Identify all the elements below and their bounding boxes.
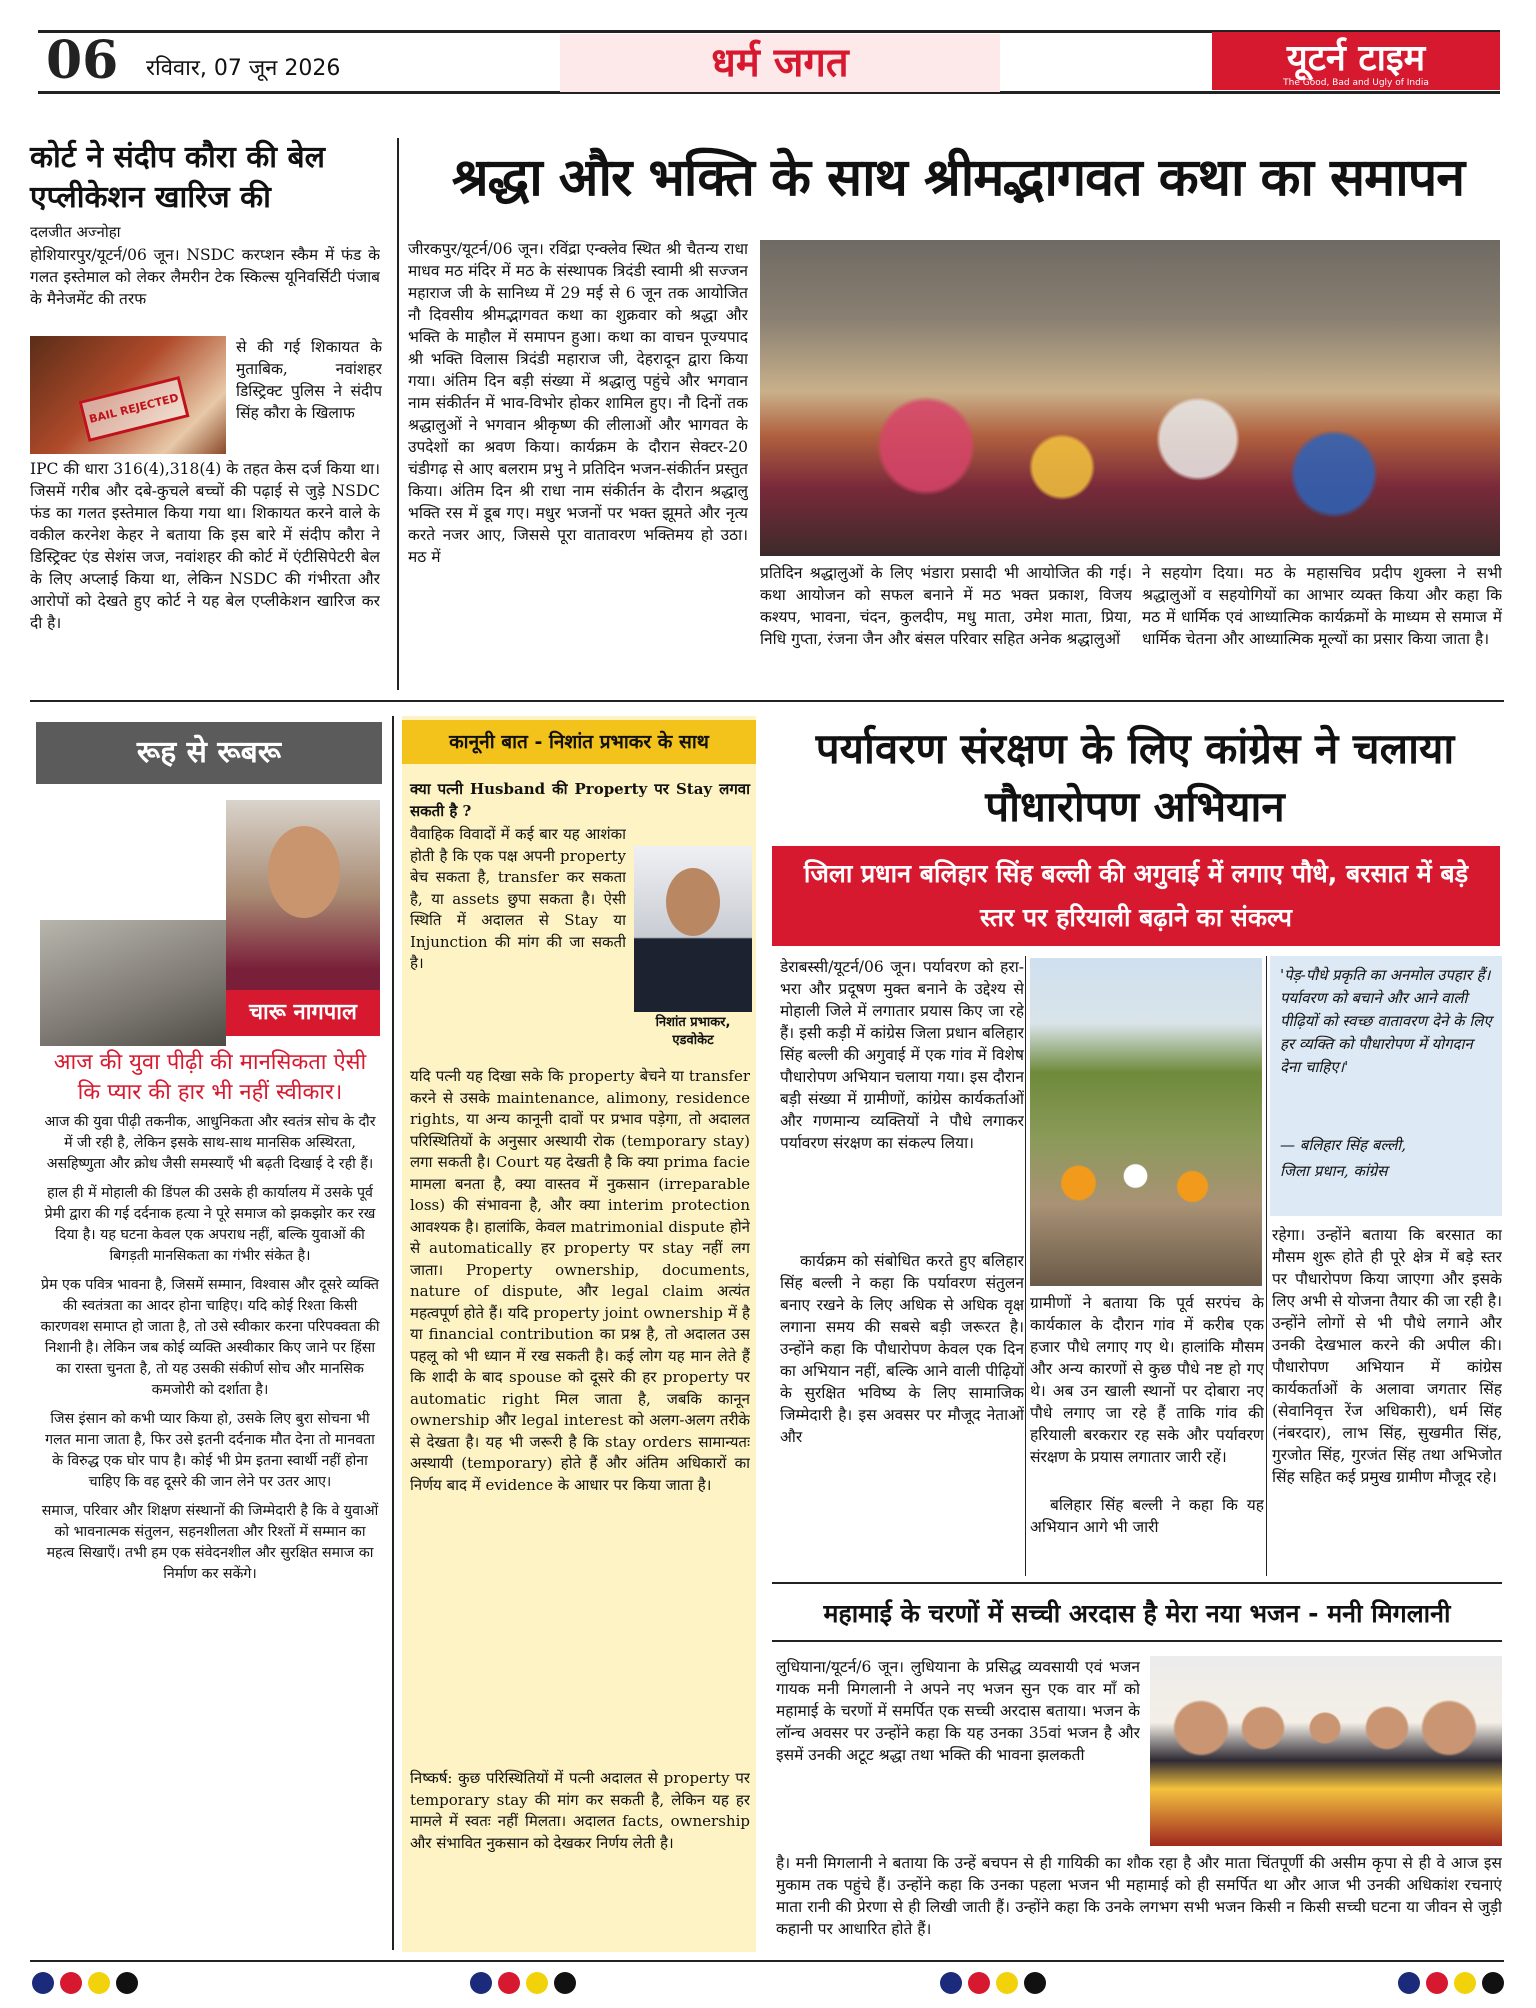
bail-rejected-stamp: BAIL REJECTED [78,376,189,442]
column-divider [392,716,394,1950]
advocate-caption: निशांत प्रभाकर, एडवोकेट [655,1015,731,1048]
story3-headline: आज की युवा पीढ़ी की मानसिकता ऐसी कि प्यार की हार भी नहीं स्वीकार। [53,1050,367,1105]
story3-paragraph: आज की युवा पीढ़ी तकनीक, आधुनिकता और स्वतंत्र सोच के दौर में जी रही है, लेकिन इसके साथ-साथ मानसिक अस्थिरता, असहिष्णुता और क्रोध जैसी समस्याएँ भी बढ़ती दिखाई दे रही हैं। [44,1114,376,1172]
story4-conclusion: निष्कर्ष: कुछ परिस्थितियों में पत्नी अदालत से property पर temporary stay की मांग कर सकती है, लेकिन यह हर मामले में स्वतः नहीं मिलता। अदालत facts, ownership और संभावित नुकसान को देखकर निर्णय लेती है। [410,1769,750,1852]
pullquote-role: जिला प्रधान, कांग्रेस [1280,1162,1388,1180]
story2-col2: प्रतिदिन श्रद्धालुओं के लिए भंडारा प्रसादी भी आयोजित की गई। कथा आयोजन को सफल बनाने में मठ भक्त प्रकाश, विजय कश्यप, भावना, चंदन, कुलदीप, मधु माता, उमेश माता, प्रिया, निधि गुप्ता, रंजना जैन और बंसल परिवार सहित अनेक श्रद्धालुओं [760,564,1132,648]
story3-body [40,1112,380,1942]
column-title-legal: कानूनी बात - निशांत प्रभाकर के साथ [402,720,756,764]
pullquote-author: — बलिहार सिंह बल्ली, [1280,1136,1407,1154]
page-number: 06 [46,30,119,91]
story1-text-top: होशियारपुर/यूटर्न/06 जून। NSDC करप्शन स्कैम में फंड के गलत इस्तेमाल को लेकर लैमरीन टेक स्किल्स यूनिवर्सिटी पंजाब के मैनेजमेंट की तरफ [30,246,380,308]
footer-rule [30,1960,1504,1962]
issue-date: रविवार, 07 जून 2026 [146,56,341,81]
victim-photo [40,920,226,1046]
people-shapes [1050,1148,1240,1218]
story6-text-bottom: है। मनी मिगलानी ने बताया कि उन्हें बचपन से ही गायिकी का शौक रहा है और माता चिंतपूर्णी की असीम कृपा से ही वे आज इस मुकाम तक पहुंचे हैं। उन्होंने कहा कि उनका पहला भजन भी महामाई को ही समर्पित था और आज भी उनकी अधिकांश रचनाएं माता रानी की प्रेरणा से ही लिखी जाती हैं। उन्होंने कहा कि उनके लगभग सभी भजन किसी न किसी सच्ची घटना या जीवन से जुड़ी कहानी पर आधारित होते हैं। [776,1854,1502,1938]
story2-col3: ने सहयोग दिया। मठ के महासचिव प्रदीप शुक्ला ने सभी श्रद्धालुओं व सहयोगियों का आभार व्यक्त किया और कहा कि मठ में धार्मिक एवं आध्यात्मिक कार्यक्रमों के माध्यम से समाज में धार्मिक चेतना और आध्यात्मिक मूल्यों का प्रसार किया जाता है। [1142,564,1502,648]
story6-rule-bottom [772,1640,1502,1642]
color-dot [498,1972,520,1994]
color-dot [60,1972,82,1994]
footer-color-dots-right [1398,1972,1504,1994]
horizontal-divider [30,700,1504,702]
story5-subhead: जिला प्रधान बलिहार सिंह बल्ली की अगुवाई में लगाए पौधे, बरसात में बड़े स्तर पर हरियाली बढ़ाने का संकल्प [772,846,1500,946]
pullquote-text: 'पेड़-पौधे प्रकृति का अनमोल उपहार हैं। पर्यावरण को बचाने और आने वाली पीढ़ियों को स्वच्छ वातावरण देने के लिए हर व्यक्ति को पौधारोपण में योगदान देना चाहिए।' [1280,966,1492,1076]
people-shapes [1170,1696,1480,1776]
advocate-face [666,868,720,936]
gavel-photo [30,336,226,454]
logo-text: यूटर्न टाइम [1286,38,1426,79]
color-dot [1426,1972,1448,1994]
story3-paragraph: प्रेम एक पवित्र भावना है, जिसमें सम्मान, विश्वास और दूसरे व्यक्ति की स्वतंत्रता का आदर होना चाहिए। यदि कोई रिश्ता किसी कारणवश समाप्त हो जाता है, तो उसे स्वीकार करना परिपक्वता की निशानी है। लेकिन जब कोई व्यक्ति अस्वीकार किए जाने पर हिंसा का रास्ता चुनता है, तो यह उसकी संकीर्ण सोच और मानसिक कमजोरी को दर्शाता है। [40,1277,380,1398]
column-divider [1266,956,1267,1576]
color-dot [940,1972,962,1994]
quote-box [1270,956,1502,1216]
story6-text-top: लुधियाना/यूटर्न/6 जून। लुधियाना के प्रसिद्ध व्यवसायी एवं भजन गायक मनी मिगलानी ने अपने नए भजन सुन एक वार माँ को महामाई के चरणों में समर्पित एक सच्ची अरदास बताया। भजन के लॉन्च अवसर पर उन्होंने कहा कि यह उनका 35वां भजन है और इसमें उनकी अटूट श्रद्धा तथा भक्ति की भावना झलकती [776,1658,1140,1764]
story3-paragraph: समाज, परिवार और शिक्षण संस्थानों की जिम्मेदारी है कि वे युवाओं को भावनात्मक संतुलन, सहनशीलता और रिश्तों में सम्मान का महत्व सिखाएँ। तभी हम एक संवेदनशील और सुरक्षित समाज का निर्माण कर सकेंगे। [41,1503,379,1582]
story1-text-bottom: IPC की धारा 316(4),318(4) के तहत केस दर्ज किया था। जिसमें गरीब और दबे-कुचले बच्चों की पढ़ाई से जुड़े NSDC फंड का गलत इस्तेमाल किया गया था। शिकायत करने वाले के वकील करनेश केहर ने बताया कि इस बारे में संदीप कौरा ने डिस्ट्रिक्ट एंड सेशंस जज, नवांशहर की कोर्ट में एंटीसिपेटरी बेल के लिए अप्लाई किया था, लेकिन NSDC की गंभीरता और आरोपों को देखते हुए कोर्ट ने यह बेल एप्लीकेशन खारिज कर दी है। [30,460,380,632]
story5-col1b: कार्यक्रम को संबोधित करते हुए बलिहार सिंह बल्ली ने कहा कि पर्यावरण संतुलन बनाए रखने के लिए अधिक से अधिक वृक्ष लगाना समय की सबसे बड़ी जरूरत है। उन्होंने कहा कि पौधारोपण केवल एक दिन का अभियान नहीं, बल्कि आने वाली पीढ़ियों के सुरक्षित भविष्य के लिए सामाजिक जिम्मेदारी है। इस अवसर पर मौजूद नेताओं और [780,1252,1024,1446]
color-dot [1024,1972,1046,1994]
story3-paragraph: हाल ही में मोहाली की डिंपल की उसके ही कार्यालय में उसके पूर्व प्रेमी द्वारा की गई दर्दनाक हत्या ने पूरे समाज को झकझोर कर रख दिया है। यह घटना केवल एक अपराध नहीं, बल्कि युवाओं की बिगड़ती मानसिकता का गंभीर संकेत है। [44,1185,376,1264]
bhajan-launch-photo [1150,1656,1502,1846]
column-title-rooh: रूह से रूबरू [36,722,382,784]
color-dot [526,1972,548,1994]
color-dot [32,1972,54,1994]
story5-col3: रहेगा। उन्होंने बताया कि बरसात का मौसम शुरू होते ही पूरे क्षेत्र में बड़े स्तर पर पौधारोपण किया जाएगा और इसके लिए अभी से योजना तैयार की जा रही है। उन्होंने लोगों से भी पौधे लगाने और उनकी देखभाल करने की अपील की। पौधारोपण अभियान में कांग्रेस कार्यकर्ताओं के अलावा जगतार सिंह (सेवानिवृत्त रेंज अधिकारी), धर्म सिंह (नंबरदार), लाभ सिंह, सुखमीत सिंह, गुरजोत सिंह, गुरजंत सिंह तथा अभिजोत सिंह सहित कई प्रमुख ग्रामीण मौजूद रहे। [1272,1226,1502,1486]
story5-col1: डेराबस्सी/यूटर्न/06 जून। पर्यावरण को हरा-भरा और प्रदूषण मुक्त बनाने के उद्देश्य से मोहाली जिले में लगातार प्रयास किए जा रहे हैं। इसी कड़ी में कांग्रेस जिला प्रधान बलिहार सिंह बल्ली की अगुवाई में एक गांव में विशेष पौधारोपण अभियान चलाया गया। इस दौरान बड़ी संख्या में ग्रामीणों, कांग्रेस कार्यकर्ताओं और गणमान्य व्यक्तियों ने पौधे लगाकर पर्यावरण संरक्षण का संकल्प लिया। [780,958,1024,1152]
story5-headline: पर्यावरण संरक्षण के लिए कांग्रेस ने चलाया पौधारोपण अभियान [815,724,1455,831]
katha-photo [760,240,1500,556]
color-dot [1454,1972,1476,1994]
crowd-shapes [790,390,1470,530]
story6-rule-top [772,1582,1502,1584]
color-dot [968,1972,990,1994]
story1-byline: दलजीत अज्नोहा [30,223,121,241]
logo-tagline: The Good, Bad and Ugly of India [1283,78,1429,88]
story1-headline: कोर्ट ने संदीप कौरा की बेल एप्लीकेशन खारिज की [30,140,325,215]
footer-color-dots-left [32,1972,138,1994]
color-dot [1482,1972,1504,1994]
color-dot [554,1972,576,1994]
story1-text-side: से की गई शिकायत के मुताबिक, नवांशहर डिस्ट्रिक्ट पुलिस ने संदीप सिंह कौरा के खिलाफ [236,338,382,422]
story3-paragraph: जिस इंसान को कभी प्यार किया हो, उसके लिए बुरा सोचना भी गलत माना जाता है, फिर उसे इतनी दर्दनाक मौत देना तो मानवता के विरुद्ध एक घोर पाप है। कोई भी प्रेम इतना स्वार्थी नहीं होना चाहिए कि वह दूसरे की जान लेने पर उतर आए। [45,1411,375,1490]
color-dot [116,1972,138,1994]
column-divider [1025,956,1026,1576]
color-dot [996,1972,1018,1994]
story5-col2b: बलिहार सिंह बल्ली ने कहा कि यह अभियान आगे भी जारी [1030,1496,1264,1536]
color-dot [1398,1972,1420,1994]
color-dot [470,1972,492,1994]
author-label: चारू नागपाल [226,990,380,1036]
section-title: धर्म जगत [560,34,1000,92]
plantation-photo [1030,958,1262,1286]
story6-headline: महामाई के चरणों में सच्ची अरदास है मेरा नया भजन - मनी मिगलानी [823,1599,1451,1628]
footer-color-dots-center [470,1972,576,1994]
story2-col1: जीरकपुर/यूटर्न/06 जून। रविंद्रा एन्क्लेव स्थित श्री चैतन्य राधा माधव मठ मंदिर में मठ के संस्थापक त्रिदंडी स्वामी श्री सज्जन महाराज जी के सानिध्य में 29 मई से 6 जून तक आयोजित नौ दिवसीय श्रीमद्भागवत कथा का शुक्रवार को श्रद्धा और भक्ति के माहौल में समापन हुआ। कथा का वाचन पूज्यपाद श्री भक्ति विलास त्रिदंडी महाराज जी, देहरादून द्वारा किया गया। अंतिम दिन बड़ी संख्या में श्रद्धालु पहुंचे और भगवान नाम संकीर्तन में भाव-विभोर होकर शामिल हुए। नौ दिनों तक श्रद्धालुओं ने भगवान श्रीकृष्ण की लीलाओं और भागवत के उपदेशों का श्रवण किया। कार्यक्रम के दौरान सेक्टर-20 चंडीगढ़ से आए बलराम प्रभु ने प्रतिदिन भजन-संकीर्तन प्रस्तुत किया। अंतिम दिन श्री राधा नाम संकीर्तन के दौरान श्रद्धालु भक्ति रस में डूब गए। मधुर भजनों पर भक्त झूमते और नृत्य करते नजर आए, जिससे पूरा वातावरण भक्तिमय हो उठा। मठ में [408,240,748,566]
story5-col2: ग्रामीणों ने बताया कि पूर्व सरपंच के कार्यकाल के दौरान गांव में करीब एक हजार पौधे लगाए गए थे। हालांकि मौसम और अन्य कारणों से कुछ पौधे नष्ट हो गए थे। अब उन खाली स्थानों पर दोबारा नए पौधे लगाए जा रहे हैं ताकि गांव की हरियाली बरकरार रह सके और पर्यावरण संरक्षण के प्रयास लगातार जारी रहें। [1030,1294,1264,1466]
author-face [268,826,340,918]
newspaper-logo[interactable] [1212,32,1500,90]
story4-question: क्या पत्नी Husband की Property पर Stay लगवा सकती है ? [410,780,750,820]
footer-color-dots-center-right [940,1972,1046,1994]
story4-text: यदि पत्नी यह दिखा सके कि property बेचने या transfer करने से उसके maintenance, alimony, residence rights, या अन्य कानूनी दावों पर प्रभाव पड़ेगा, तो अदालत परिस्थितियों के अनुसार अस्थायी रोक (temporary stay) लगा सकती है। Court यह देखती है कि क्या prima facie मामला बनता है, क्या वास्तव में नुकसान (irreparable loss) की संभावना है, और क्या interim protection आवश्यक है। हालांकि, केवल matrimonial dispute होने से automatically हर property पर stay नहीं लग जाता। Property ownership, documents, nature of dispute, और legal claim अत्यंत महत्वपूर्ण होते हैं। यदि property joint ownership में है या financial contribution का प्रश्न है, तो अदालत उस पहलू को भी ध्यान में रख सकती है। कई लोग यह मान लेते हैं कि शादी के बाद spouse को दूसरे की हर property पर automatic right मिल जाता है, जबकि कानून ownership और legal interest को अलग-अलग तरीके से देखता है। यह भी जरूरी है कि stay orders सामान्यतः अस्थायी (temporary) होते हैं और अंतिम अधिकारों का निर्णय बाद में evidence के आधार पर किया जाता है। [410,1067,750,1494]
story2-headline: श्रद्धा और भक्ति के साथ श्रीमद्भागवत कथा का समापन [451,148,1465,208]
author-photo [226,800,380,1012]
column-divider [397,138,399,690]
color-dot [88,1972,110,1994]
story4-intro: वैवाहिक विवादों में कई बार यह आशंका होती है कि एक पक्ष अपनी property बेच सकता है, transfer कर सकता है, या assets छुपा सकता है। ऐसी स्थिति में अदालत से Stay या Injunction की मांग की जा सकती है। [410,825,626,972]
advocate-photo [634,846,752,1012]
